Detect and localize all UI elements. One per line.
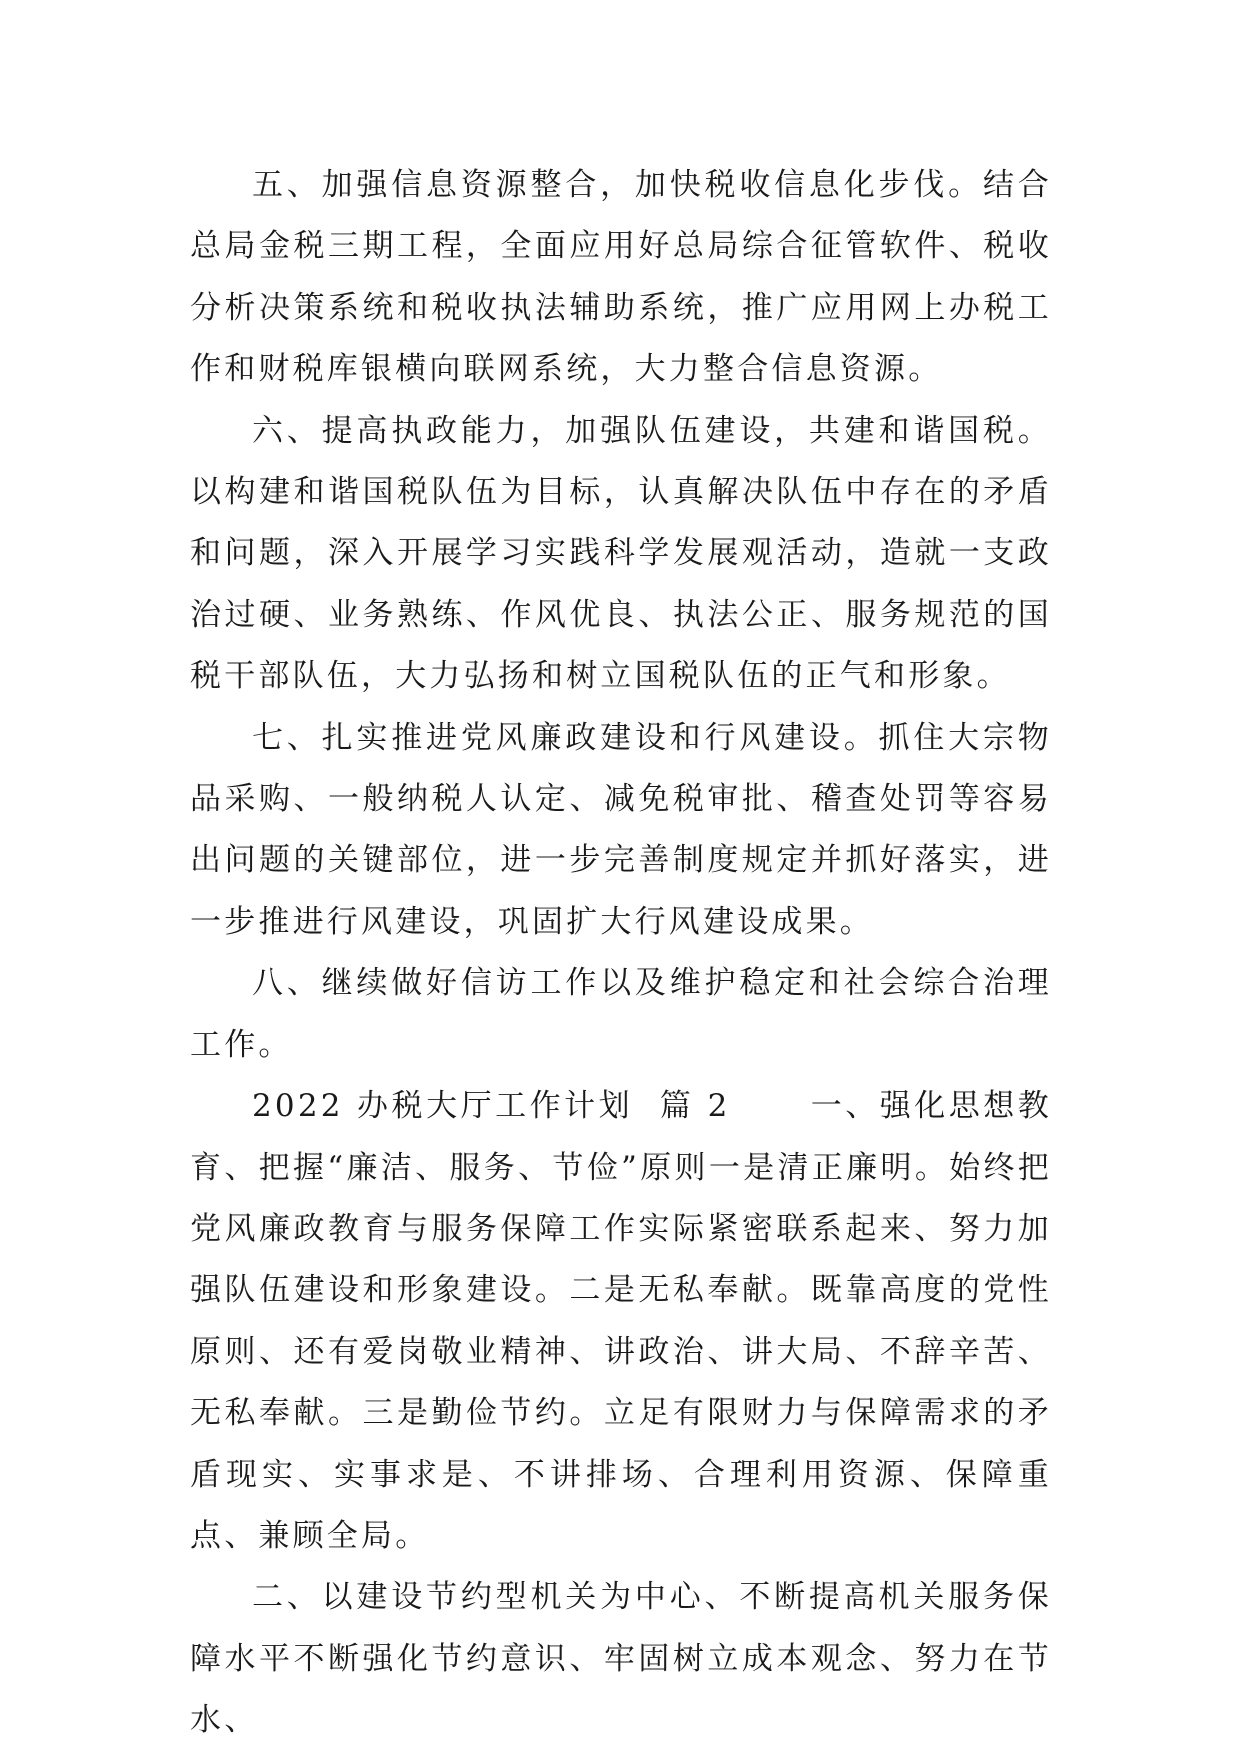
- paragraph-section-7: 七、扎实推进党风廉政建设和行风建设。抓住大宗物品采购、一般纳税人认定、减免税审批、稽查处罚等容易出问题的关键部位，进一步完善制度规定并抓好落实，进一步推进行风建设，巩固扩大行风建设成果。: [190, 719, 1052, 940]
- document-body: [190, 155, 1052, 1752]
- paragraph-plan-2-section-2: 二、以建设节约型机关为中心、不断提高机关服务保障水平不断强化节约意识、牢固树立成本观念、努力在节水、: [190, 1579, 1052, 1739]
- paragraph-plan-2-section-1: 2022 办税大厅工作计划 篇 2 一、强化思想教育、把握“廉洁、服务、节俭”原则一是清正廉明。始终把党风廉政教育与服务保障工作实际紧密联系起来、努力加强队伍建设和形象建设。二是无私奉献。既靠高度的党性原则、还有爱岗敬业精神、讲政治、讲大局、不辞辛苦、无私奉献。三是勤俭节约。立足有限财力与保障需求的矛盾现实、实事求是、不讲排场、合理利用资源、保障重点、兼顾全局。: [190, 1088, 1052, 1554]
- paragraph-section-5: 五、加强信息资源整合，加快税收信息化步伐。结合总局金税三期工程，全面应用好总局综合征管软件、税收分析决策系统和税收执法辅助系统，推广应用网上办税工作和财税库银横向联网系统，大力整合信息资源。: [190, 167, 1052, 388]
- paragraph-section-6: 六、提高执政能力，加强队伍建设，共建和谐国税。以构建和谐国税队伍为目标，认真解决队伍中存在的矛盾和问题，深入开展学习实践科学发展观活动，造就一支政治过硬、业务熟练、作风优良、执法公正、服务规范的国税干部队伍，大力弘扬和树立国税队伍的正气和形象。: [190, 412, 1052, 695]
- paragraph-section-8: 八、继续做好信访工作以及维护稳定和社会综合治理工作。: [190, 965, 1052, 1063]
